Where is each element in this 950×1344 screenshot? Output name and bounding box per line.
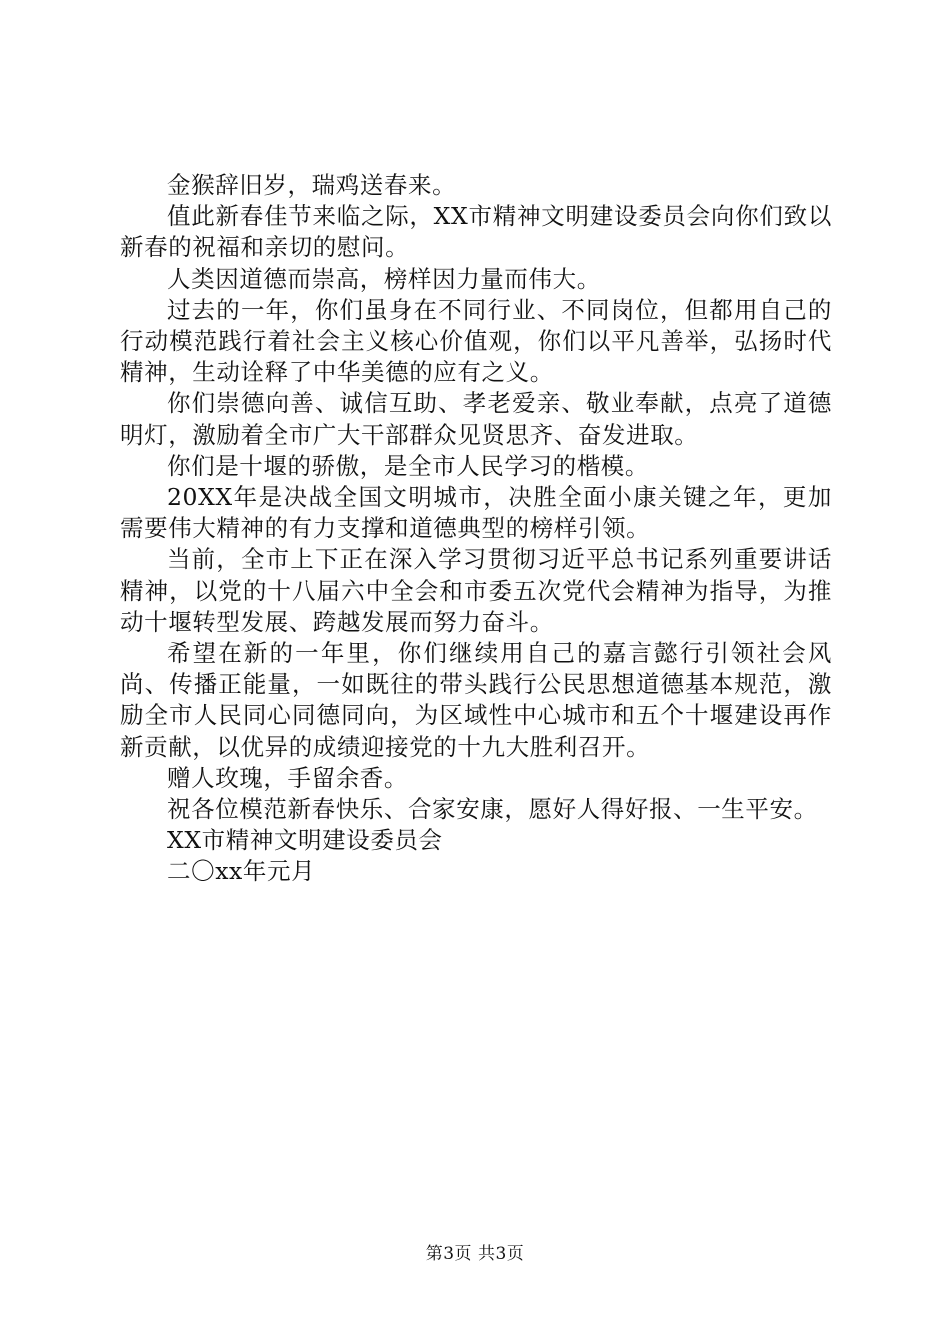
letter-body — [120, 170, 832, 888]
signature-date: 二〇xx年元月 — [167, 857, 316, 886]
paragraph-morality: 人类因道德而崇高，榜样因力量而伟大。 — [167, 264, 601, 293]
paragraph-past-year: 过去的一年，你们虽身在不同行业、不同岗位，但都用自己的行动模范践行着社会主义核心价值观，你们以平凡善举，弘扬时代精神，生动诠释了中华美德的应有之义。 — [120, 295, 832, 387]
paragraph-pride: 你们是十堰的骄傲，是全市人民学习的楷模。 — [167, 451, 649, 480]
page-number-footer: 第3页 共3页 — [425, 1244, 525, 1264]
paragraph-current-study: 当前，全市上下正在深入学习贯彻习近平总书记系列重要讲话精神，以党的十八届六中全会和市委五次党代会精神为指导，为推动十堰转型发展、跨越发展而努力奋斗。 — [120, 545, 832, 636]
signature-organization: XX市精神文明建设委员会 — [167, 826, 443, 855]
paragraph-festival-wishes: 值此新春佳节来临之际，XX市精神文明建设委员会向你们致以新春的祝福和亲切的慰问。 — [120, 202, 832, 262]
paragraph-greeting: 金猴辞旧岁，瑞鸡送春来。 — [167, 171, 457, 199]
paragraph-blessing: 祝各位模范新春快乐、合家安康，愿好人得好报、一生平安。 — [167, 795, 818, 824]
paragraph-hope: 希望在新的一年里，你们继续用自己的嘉言懿行引领社会风尚、传播正能量，一如既往的带头践行公民思想道德基本规范，激励全市人民同心同德同向，为区域性中心城市和五个十堰建设再作新贡献，以优异的成绩迎接党的十九大胜利召开。 — [120, 639, 832, 761]
paragraph-decisive-year: 20XX年是决战全国文明城市，决胜全面小康关键之年，更加需要伟大精神的有力支撑和道德典型的榜样引领。 — [120, 483, 832, 543]
paragraph-roses: 赠人玫瑰，手留余香。 — [167, 763, 408, 792]
paragraph-virtues: 你们崇德向善、诚信互助、孝老爱亲、敬业奉献，点亮了道德明灯，激励着全市广大干部群众见贤思齐、奋发进取。 — [120, 389, 832, 449]
